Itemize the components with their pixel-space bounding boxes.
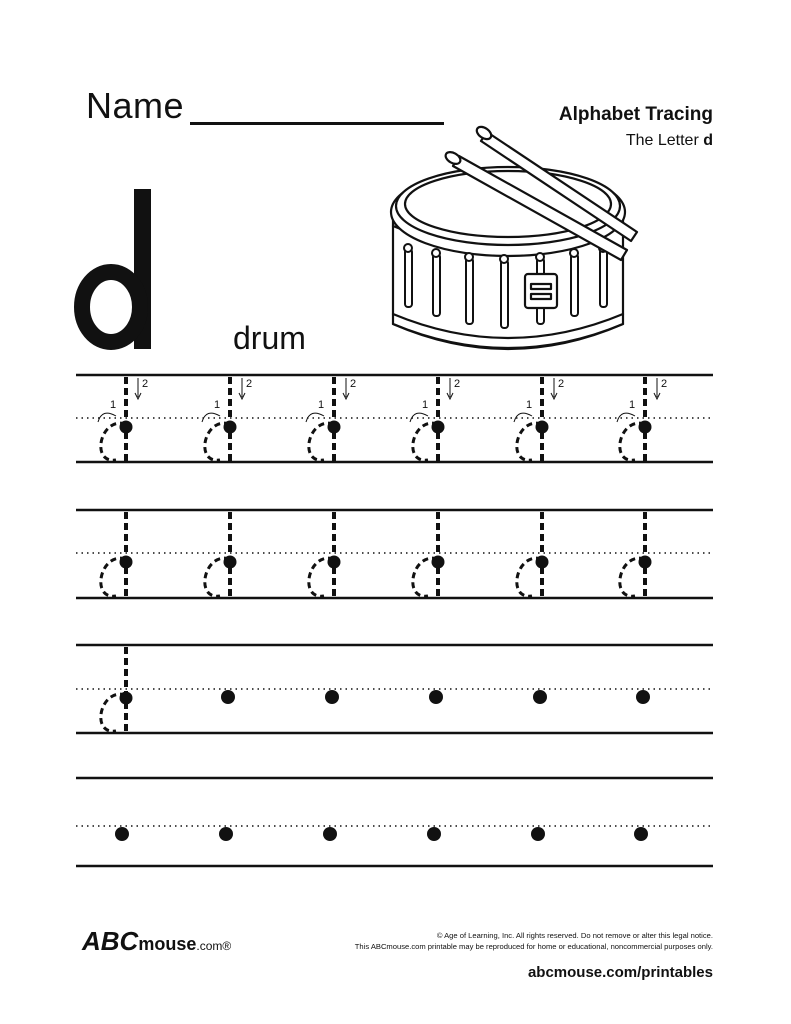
start-dot — [120, 556, 133, 569]
stroke-number-1: 1 — [214, 399, 221, 411]
subtitle-letter: d — [703, 132, 713, 149]
tracing-letter-d — [413, 512, 445, 598]
name-label: Name — [86, 85, 185, 126]
abcmouse-logo — [82, 926, 231, 957]
start-dot — [639, 421, 652, 434]
start-dot — [636, 690, 650, 704]
tracing-letter-d — [98, 377, 148, 462]
stroke-number-2: 2 — [142, 378, 149, 390]
tracing-letter-d — [205, 512, 237, 598]
start-dot — [328, 556, 341, 569]
tracing-letter-d — [410, 377, 460, 462]
tracing-letter-d — [514, 377, 564, 462]
start-dot — [432, 556, 445, 569]
start-dot — [224, 556, 237, 569]
tracing-letter-d — [202, 377, 252, 462]
logo-abc: ABC — [82, 926, 139, 956]
tracing-letter-d — [101, 512, 133, 598]
start-dot — [323, 827, 337, 841]
tracing-letter-d — [517, 512, 549, 598]
stroke-number-1: 1 — [318, 399, 325, 411]
start-dot — [634, 827, 648, 841]
stroke-number-2: 2 — [454, 378, 461, 390]
stroke-number-2: 2 — [350, 378, 357, 390]
stroke-number-2: 2 — [246, 378, 253, 390]
start-dot — [115, 827, 129, 841]
worksheet-title: Alphabet Tracing — [558, 104, 713, 125]
stroke-number-1: 1 — [422, 399, 429, 411]
start-dot — [432, 421, 445, 434]
subtitle-prefix: The Letter — [625, 132, 704, 149]
legal-notice — [253, 930, 713, 952]
legal-line-2: This ABCmouse.com printable may be reproduced for home or educational, noncommercial purposes only. — [354, 942, 713, 951]
stroke-number-1: 1 — [526, 399, 533, 411]
footer-url[interactable]: abcmouse.com/printables — [527, 964, 713, 981]
logo-com: .com — [196, 939, 223, 953]
start-dot — [533, 690, 547, 704]
start-dot — [429, 690, 443, 704]
tracing-letter-d — [101, 647, 133, 733]
tracing-letter-d — [617, 377, 667, 462]
tracing-letter-d — [306, 377, 356, 462]
tracing-letter-d — [309, 512, 341, 598]
start-dot — [427, 827, 441, 841]
stroke-number-2: 2 — [558, 378, 565, 390]
start-dot — [120, 692, 133, 705]
start-dot — [328, 421, 341, 434]
legal-line-1: © Age of Learning, Inc. All rights reserved. Do not remove or alter this legal notice. — [436, 931, 713, 940]
start-dot — [224, 421, 237, 434]
start-dot — [221, 690, 235, 704]
start-dot — [536, 421, 549, 434]
start-dot — [219, 827, 233, 841]
logo-reg: ® — [222, 939, 232, 953]
stroke-number-2: 2 — [661, 378, 668, 390]
stroke-1-arrow — [98, 413, 116, 422]
start-dot — [325, 690, 339, 704]
start-dot — [120, 421, 133, 434]
stroke-1-arrow — [306, 413, 324, 422]
start-dot — [639, 556, 652, 569]
stroke-number-1: 1 — [629, 399, 636, 411]
start-dot — [531, 827, 545, 841]
stroke-1-arrow — [202, 413, 220, 422]
stroke-number-1: 1 — [110, 399, 117, 411]
tracing-letter-d — [620, 512, 652, 598]
start-dot — [536, 556, 549, 569]
logo-mouse: mouse — [138, 934, 197, 954]
word-label: drum — [233, 320, 306, 356]
